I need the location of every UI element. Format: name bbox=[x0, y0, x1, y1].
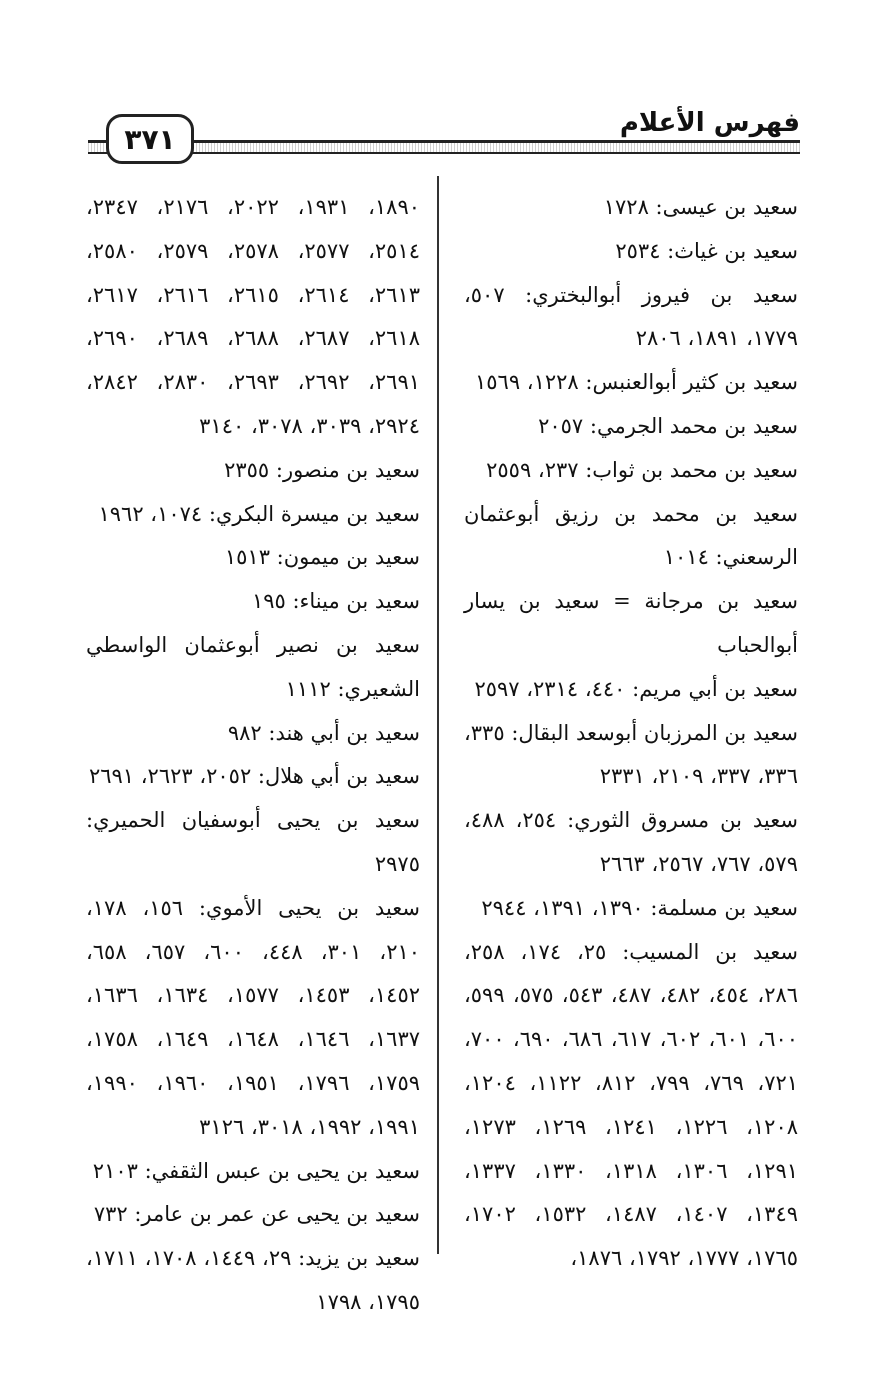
index-entry: سعيد بن محمد بن ثواب: ٢٣٧، ٢٥٥٩ bbox=[486, 457, 798, 482]
index-columns bbox=[80, 186, 799, 1314]
index-entry: سعيد بن يحيى أبوسفيان الحميري: ٢٩٧٥ bbox=[86, 808, 420, 876]
index-entry: سعيد بن نصير أبوعثمان الواسطي الشعيري: ١١١٢ bbox=[86, 632, 420, 701]
index-entry: سعيد بن كثير أبوالعنبس: ١٢٢٨، ١٥٦٩ bbox=[475, 370, 798, 395]
index-entry: سعيد بن ميمون: ١٥١٣ bbox=[224, 545, 420, 570]
index-entry: سعيد بن ميناء: ١٩٥ bbox=[251, 589, 420, 614]
column-divider bbox=[437, 176, 439, 1254]
index-entry: سعيد بن أبي هند: ٩٨٢ bbox=[227, 720, 420, 745]
index-entry: سعيد بن عيسى: ١٧٢٨ bbox=[603, 195, 798, 219]
index-entry: سعيد بن يحيى بن عبس الثقفي: ٢١٠٣ bbox=[92, 1158, 420, 1183]
index-entry: سعيد بن مسلمة: ١٣٩٠، ١٣٩١، ٢٩٤٤ bbox=[481, 895, 798, 920]
page-number: ٣٧١ bbox=[106, 114, 194, 164]
index-entry: سعيد بن مرجانة = سعيد بن يسار أبوالحباب bbox=[464, 589, 798, 657]
index-entry: سعيد بن محمد بن رزيق أبوعثمان الرسعني: ١٠١٤ bbox=[464, 501, 798, 570]
index-entry: سعيد بن فيروز أبوالبختري: ٥٠٧، ١٧٧٩، ١٨٩١، ٢٨٠٦ bbox=[464, 282, 798, 351]
index-entry: سعيد بن محمد الجرمي: ٢٠٥٧ bbox=[538, 413, 798, 438]
left-column bbox=[86, 186, 420, 1325]
index-entry: سعيد بن يزيد: ٢٩، ١٤٤٩، ١٧٠٨، ١٧١١، ١٧٩٥، ١٧٩٨ bbox=[86, 1246, 421, 1314]
index-entry: سعيد بن مسروق الثوري: ٢٥٤، ٤٨٨، ٥٧٩، ٧٦٧، ٢٥٦٧، ٢٦٦٣ bbox=[464, 808, 798, 876]
index-entry: سعيد بن أبي هلال: ٢٠٥٢، ٢٦٢٣، ٢٦٩١ bbox=[88, 764, 420, 789]
right-column bbox=[464, 186, 798, 1281]
running-title: فهرس الأعلام bbox=[612, 106, 800, 140]
index-entry: سعيد بن ميسرة البكري: ١٠٧٤، ١٩٦٢ bbox=[98, 501, 420, 526]
index-entry: سعيد بن المرزبان أبوسعد البقال: ٣٣٥، ٣٣٦، ٣٣٧، ٢١٠٩، ٢٣٣١ bbox=[464, 720, 798, 789]
header-rule bbox=[88, 140, 800, 154]
index-entry: سعيد بن يحيى عن عمر بن عامر: ٧٣٢ bbox=[93, 1202, 420, 1227]
index-entry-continuation: ١٨٩٠، ١٩٣١، ٢٠٢٢، ٢١٧٦، ٢٣٤٧، ٢٥١٤، ٢٥٧٧، ٢٥٧٨، ٢٥٧٩، ٢٥٨٠، ٢٦١٣، ٢٦١٤، ٢٦١٥، ٢٦١٦، ٢٦١٧، ٢٦١٨، ٢٦٨٧، ٢٦٨٨، ٢٦٨٩، ٢٦٩٠، ٢٦٩١، ٢٦٩٢، ٢٦٩٣، ٢٨٣٠، ٢٨٤٢، ٢٩٢٤، ٣٠٣٩، ٣٠٧٨، ٣١٤٠ bbox=[86, 195, 421, 438]
index-entry: سعيد بن منصور: ٢٣٥٥ bbox=[224, 457, 420, 482]
index-entry: سعيد بن أبي مريم: ٤٤٠، ٢٣١٤، ٢٥٩٧ bbox=[474, 676, 798, 701]
index-entry: سعيد بن يحيى الأموي: ١٥٦، ١٧٨، ٢١٠، ٣٠١، ٤٤٨، ٦٠٠، ٦٥٧، ٦٥٨، ١٤٥٢، ١٤٥٣، ١٥٧٧، ١٦٣٤، ١٦٣٦، ١٦٣٧، ١٦٤٦، ١٦٤٨، ١٦٤٩، ١٧٥٨، ١٧٥٩، ١٧٩٦، ١٩٥١، ١٩٦٠، ١٩٩٠، ١٩٩١، ١٩٩٢، ٣٠١٨، ٣١٢٦ bbox=[86, 895, 421, 1139]
index-entry: سعيد بن غياث: ٢٥٣٤ bbox=[615, 238, 798, 263]
page-header bbox=[88, 100, 800, 170]
index-entry: سعيد بن المسيب: ٢٥، ١٧٤، ٢٥٨، ٢٨٦، ٤٥٤، ٤٨٢، ٤٨٧، ٥٤٣، ٥٧٥، ٥٩٩، ٦٠٠، ٦٠١، ٦٠٢، ٦١٧، ٦٨٦، ٦٩٠، ٧٠٠، ٧٢١، ٧٦٩، ٧٩٩، ٨١٢، ١١٢٢، ١٢٠٤، ١٢٠٨، ١٢٢٦، ١٢٤١، ١٢٦٩، ١٢٧٣، ١٢٩١، ١٣٠٦، ١٣١٨، ١٣٣٠، ١٣٣٧، ١٣٤٩، ١٤٠٧، ١٤٨٧، ١٥٣٢، ١٧٠٢، ١٧٦٥، ١٧٧٧، ١٧٩٢، ١٨٧٦، bbox=[464, 939, 799, 1271]
